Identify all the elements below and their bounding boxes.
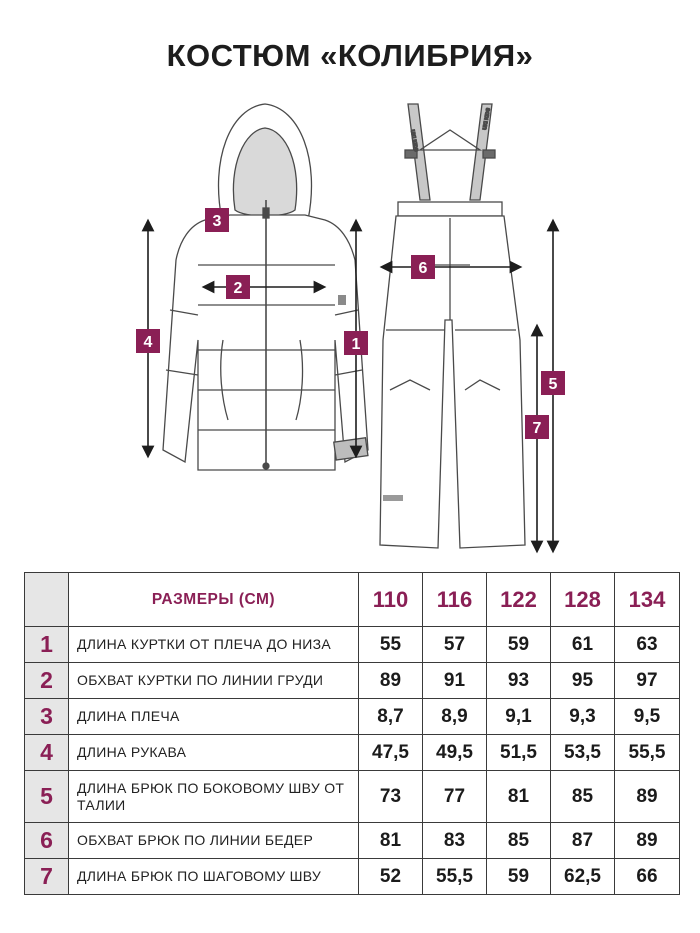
row-value: 55,5 <box>615 735 680 771</box>
badge-2 <box>226 275 250 299</box>
row-value: 66 <box>615 859 680 895</box>
svg-text:5: 5 <box>548 376 558 393</box>
row-value: 47,5 <box>359 735 423 771</box>
row-label: ДЛИНА БРЮК ПО ШАГОВОМУ ШВУ <box>69 859 359 895</box>
row-value: 55,5 <box>423 859 487 895</box>
table-row <box>25 859 680 895</box>
table-row <box>25 663 680 699</box>
row-value: 57 <box>423 627 487 663</box>
size-header: 116 <box>423 573 487 627</box>
size-header: 128 <box>551 573 615 627</box>
table-row <box>25 627 680 663</box>
row-value: 83 <box>423 823 487 859</box>
row-value: 77 <box>423 771 487 823</box>
table-row <box>25 735 680 771</box>
row-number: 1 <box>25 627 69 663</box>
row-value: 9,5 <box>615 699 680 735</box>
badge-5 <box>541 371 565 395</box>
row-value: 89 <box>359 663 423 699</box>
size-header: 122 <box>487 573 551 627</box>
row-value: 62,5 <box>551 859 615 895</box>
row-value: 97 <box>615 663 680 699</box>
row-label: ОБХВАТ БРЮК ПО ЛИНИИ БЕДЕР <box>69 823 359 859</box>
row-number: 2 <box>25 663 69 699</box>
row-value: 8,7 <box>359 699 423 735</box>
row-value: 89 <box>615 771 680 823</box>
row-value: 85 <box>487 823 551 859</box>
svg-text:1: 1 <box>351 336 361 353</box>
row-value: 61 <box>551 627 615 663</box>
row-value: 53,5 <box>551 735 615 771</box>
badge-1 <box>344 331 368 355</box>
row-number: 6 <box>25 823 69 859</box>
row-label: ДЛИНА БРЮК ПО БОКОВОМУ ШВУ ОТ ТАЛИИ <box>69 771 359 823</box>
pants-drawing <box>380 104 525 548</box>
row-value: 59 <box>487 859 551 895</box>
row-value: 89 <box>615 823 680 859</box>
row-label: ДЛИНА ПЛЕЧА <box>69 699 359 735</box>
size-header: 134 <box>615 573 680 627</box>
row-value: 55 <box>359 627 423 663</box>
size-header: 110 <box>359 573 423 627</box>
row-value: 52 <box>359 859 423 895</box>
svg-text:6: 6 <box>418 260 428 277</box>
table-header-row <box>25 573 680 627</box>
row-value: 81 <box>487 771 551 823</box>
header-corner <box>25 573 69 627</box>
table-row <box>25 771 680 823</box>
badge-3 <box>205 208 229 232</box>
row-value: 91 <box>423 663 487 699</box>
row-value: 73 <box>359 771 423 823</box>
svg-text:7: 7 <box>532 420 542 437</box>
row-label: ОБХВАТ КУРТКИ ПО ЛИНИИ ГРУДИ <box>69 663 359 699</box>
row-value: 9,3 <box>551 699 615 735</box>
strap-brand-right: UKI KIDS <box>482 107 492 131</box>
table-row <box>25 823 680 859</box>
row-value: 81 <box>359 823 423 859</box>
row-value: 49,5 <box>423 735 487 771</box>
badge-4 <box>136 329 160 353</box>
row-value: 9,1 <box>487 699 551 735</box>
page-title: КОСТЮМ «КОЛИБРИЯ» <box>166 38 534 73</box>
garment-diagram <box>0 90 700 560</box>
table-row <box>25 699 680 735</box>
row-label: ДЛИНА КУРТКИ ОТ ПЛЕЧА ДО НИЗА <box>69 627 359 663</box>
row-number: 5 <box>25 771 69 823</box>
svg-text:4: 4 <box>143 334 153 351</box>
row-value: 93 <box>487 663 551 699</box>
svg-text:3: 3 <box>212 213 222 230</box>
row-value: 95 <box>551 663 615 699</box>
strap-brand-left: UKI KIDS <box>409 129 419 152</box>
row-value: 59 <box>487 627 551 663</box>
row-value: 51,5 <box>487 735 551 771</box>
row-value: 87 <box>551 823 615 859</box>
header-label: РАЗМЕРЫ (СМ) <box>69 573 359 627</box>
row-value: 63 <box>615 627 680 663</box>
row-number: 4 <box>25 735 69 771</box>
badge-6 <box>411 255 435 279</box>
row-number: 3 <box>25 699 69 735</box>
size-table <box>24 572 680 895</box>
row-value: 8,9 <box>423 699 487 735</box>
row-number: 7 <box>25 859 69 895</box>
svg-text:2: 2 <box>233 280 243 297</box>
row-value: 85 <box>551 771 615 823</box>
badge-7 <box>525 415 549 439</box>
row-label: ДЛИНА РУКАВА <box>69 735 359 771</box>
